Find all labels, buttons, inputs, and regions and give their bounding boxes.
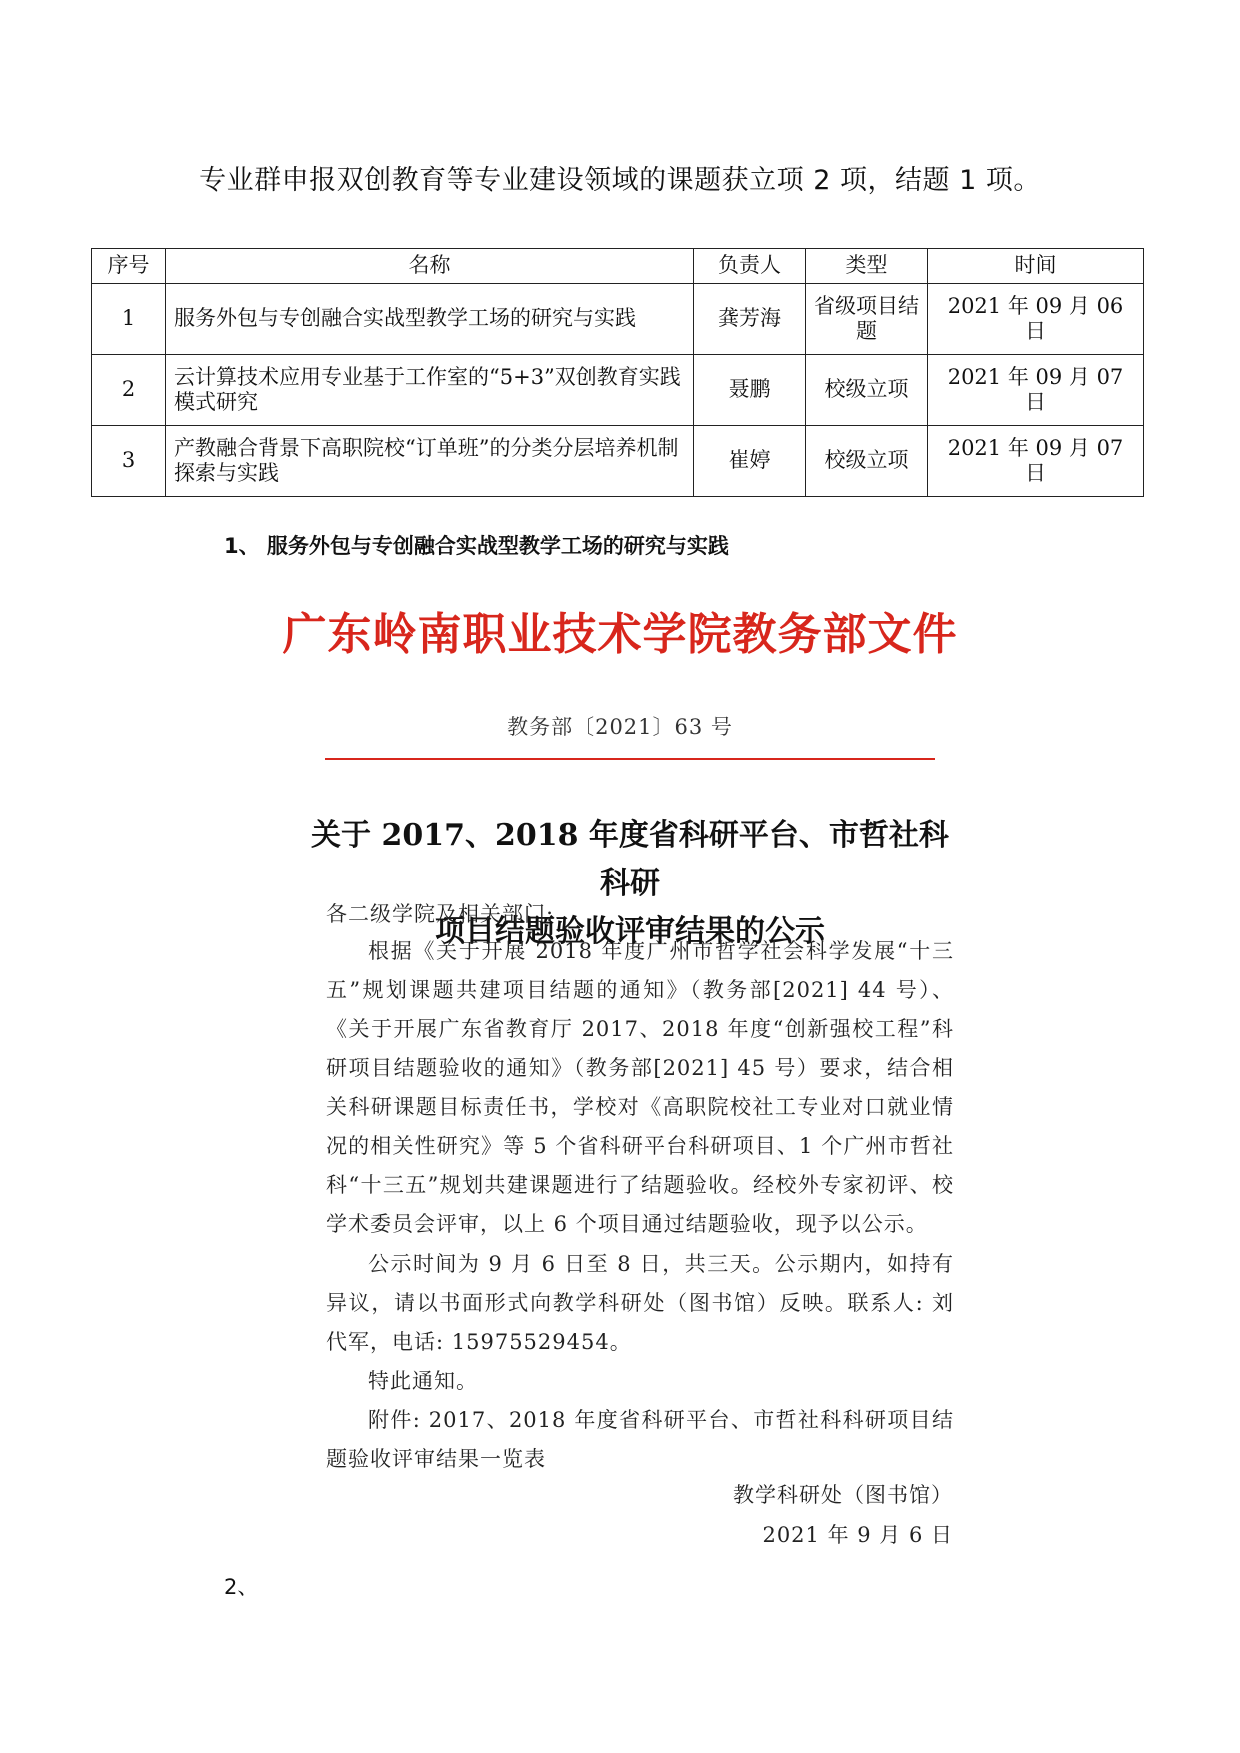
row-name: 云计算技术应用专业基于工作室的“5+3”双创教育实践模式研究 (166, 355, 694, 426)
row-owner: 聂鹏 (694, 355, 806, 426)
row-name: 产教融合背景下高职院校“订单班”的分类分层培养机制探索与实践 (166, 426, 694, 497)
header-time: 时间 (928, 249, 1144, 284)
section-1-title: 1、 服务外包与专创融合实战型教学工场的研究与实践 (224, 534, 729, 558)
notice-title-line-2: 项目结题验收评审结果的公示 (435, 914, 825, 949)
row-type: 省级项目结题 (806, 284, 928, 355)
document-number: 教务部〔2021〕63 号 (507, 715, 733, 739)
row-type: 校级立项 (806, 426, 928, 497)
row-type: 校级立项 (806, 355, 928, 426)
row-time: 2021 年 09 月 07 日 (928, 426, 1144, 497)
header-index: 序号 (92, 249, 166, 284)
table-row (92, 355, 1144, 426)
table-header-row (92, 249, 1144, 284)
row-time: 2021 年 09 月 06 日 (928, 284, 1144, 355)
row-owner: 崔婷 (694, 426, 806, 497)
notice-paragraph-3: 特此通知。 (368, 1369, 478, 1393)
row-time: 2021 年 09 月 07 日 (928, 355, 1144, 426)
notice-paragraph-2: 公示时间为 9 月 6 日至 8 日，共三天。公示期内，如持有异议，请以书面形式向教学科研处（图书馆）反映。联系人: 刘代军，电话: 15975529454。 (326, 1252, 954, 1354)
row-name: 服务外包与专创融合实战型教学工场的研究与实践 (166, 284, 694, 355)
header-divider (325, 758, 935, 760)
notice-paragraph-1: 根据《关于开展 2018 年度广州市哲学社会科学发展“十三五”规划课题共建项目结题的通知》（教务部[2021] 44 号）、《关于开展广东省教育厅 2017、2018 年度“创新强校工程”科研项目结题验收的通知》（教务部[2021] 45 号）要求，结合相关科研课题目标责任书，学校对《高职院校社工专业对口就业情况的相关性研究》等 5 个省科研平台科研项目、1 个广州市哲社科“十三五”规划共建课题进行了结题验收。经校外专家初评、校学术委员会评审，以上 6 个项目通过结题验收，现予以公示。 (326, 939, 954, 1236)
header-owner: 负责人 (694, 249, 806, 284)
notice-attachment: 附件: 2017、2018 年度省科研平台、市哲社科科研项目结题验收评审结果一览表 (326, 1408, 954, 1471)
document-header: 广东岭南职业技术学院教务部文件 (282, 609, 958, 660)
row-index: 2 (92, 355, 166, 426)
notice-title-line-1: 关于 2017、2018 年度省科研平台、市哲社科科研 (311, 818, 949, 901)
table-row (92, 284, 1144, 355)
table-row (92, 426, 1144, 497)
intro-paragraph: 专业群申报双创教育等专业建设领域的课题获立项 2 项，结题 1 项。 (199, 165, 1041, 196)
header-type: 类型 (806, 249, 928, 284)
row-index: 3 (92, 426, 166, 497)
section-2-title: 2、 (224, 1575, 259, 1599)
projects-table (91, 248, 1144, 497)
row-owner: 龚芳海 (694, 284, 806, 355)
signature-organization: 教学科研处（图书馆） (733, 1483, 953, 1507)
signature-date: 2021 年 9 月 6 日 (762, 1523, 953, 1547)
header-name: 名称 (166, 249, 694, 284)
row-index: 1 (92, 284, 166, 355)
addressee: 各二级学院及相关部门: (326, 902, 555, 926)
